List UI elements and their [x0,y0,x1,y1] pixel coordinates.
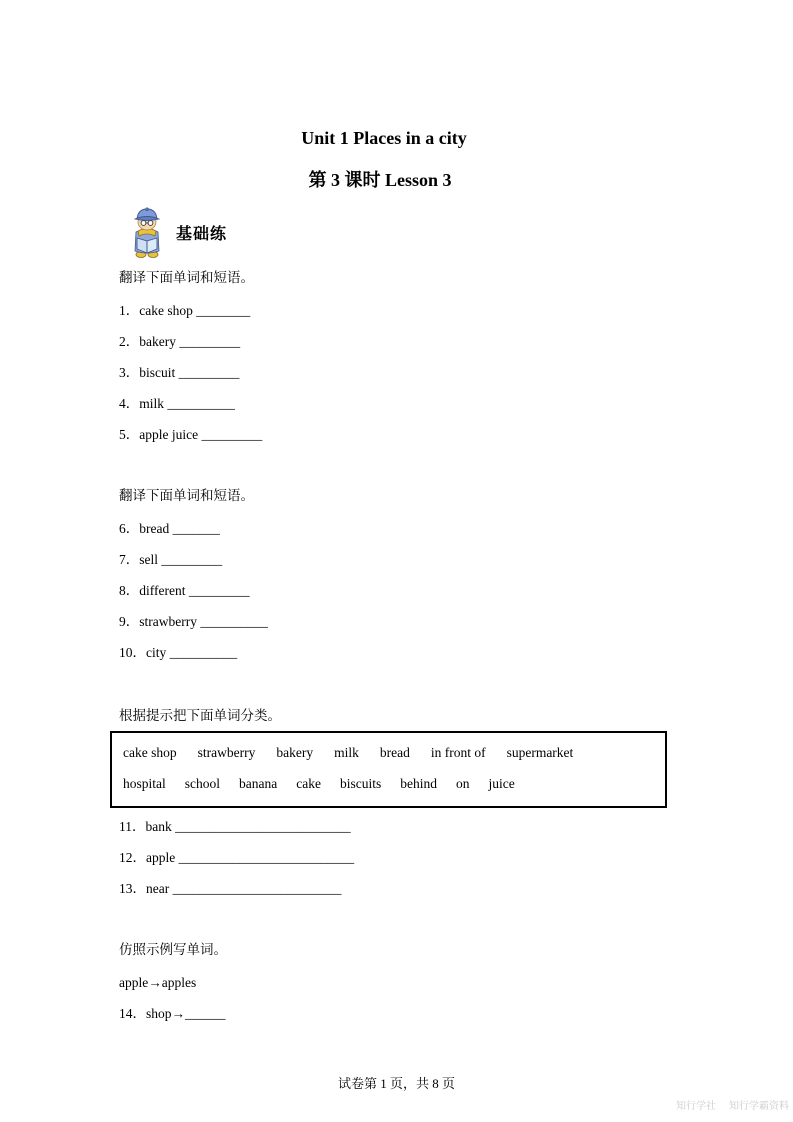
section2-instruction: 翻译下面单词和短语。 [119,488,254,503]
word-bank-row-1 [123,745,657,761]
word-bank-item: juice [488,776,515,791]
section1-instruction: 翻译下面单词和短语。 [119,270,254,285]
worksheet-body [119,270,669,1037]
word-bank-item: in front of [430,745,486,760]
example-line: apple→apples [119,975,197,990]
lesson-subtitle: 第 3 课时 Lesson 3 [308,170,452,190]
exercise-item-12: 12．apple __________________________ [119,850,355,865]
exercise-item-14: 14．shop→______ [119,1006,226,1021]
exercise-item-7: 7．sell _________ [119,552,223,567]
exercise-item-9: 9．strawberry __________ [119,614,268,629]
exercise-item-1: 1．cake shop ________ [119,303,251,318]
word-bank-item: cake shop [123,745,177,760]
word-bank-row-2 [123,776,657,792]
word-bank-item: strawberry [197,745,256,760]
exercise-item-8: 8．different _________ [119,583,250,598]
word-bank-item: school [184,776,220,791]
exercise-item-4: 4．milk __________ [119,396,235,411]
word-bank-item: milk [334,745,359,760]
badge-label: 基础练 [176,225,228,243]
word-bank-item: biscuits [339,776,382,791]
word-bank-item: bread [379,745,410,760]
unit-title: Unit 1 Places in a city [301,128,467,148]
exercise-item-13: 13．near _________________________ [119,881,342,896]
word-bank-box [110,731,667,808]
section4-instruction: 仿照示例写单词。 [119,942,227,957]
section-badge [128,206,227,258]
word-bank-item: bakery [276,745,314,760]
exercise-item-10: 10．city __________ [119,645,238,660]
exercise-item-6: 6．bread _______ [119,521,220,536]
word-bank-item: hospital [123,776,166,791]
word-bank-item: behind [400,776,437,791]
watermark [676,1101,789,1113]
exercise-item-2: 2．bakery _________ [119,334,241,349]
watermark-text-left: 知行学社 [676,1101,716,1112]
word-bank-item: cake [296,776,321,791]
section3-instruction: 根据提示把下面单词分类。 [119,708,281,723]
word-bank-item: banana [239,776,278,791]
word-bank-item: on [455,776,470,791]
exercise-item-11: 11．bank __________________________ [119,819,351,834]
page-number-footer: 试卷第 1 页，共 8 页 [337,1076,455,1091]
word-bank-item: supermarket [506,745,574,760]
watermark-text-right: 知行学霸资料 [729,1101,789,1112]
exercise-item-5: 5．apple juice _________ [119,427,263,442]
student-reading-icon [128,206,166,258]
exercise-item-3: 3．biscuit _________ [119,365,240,380]
